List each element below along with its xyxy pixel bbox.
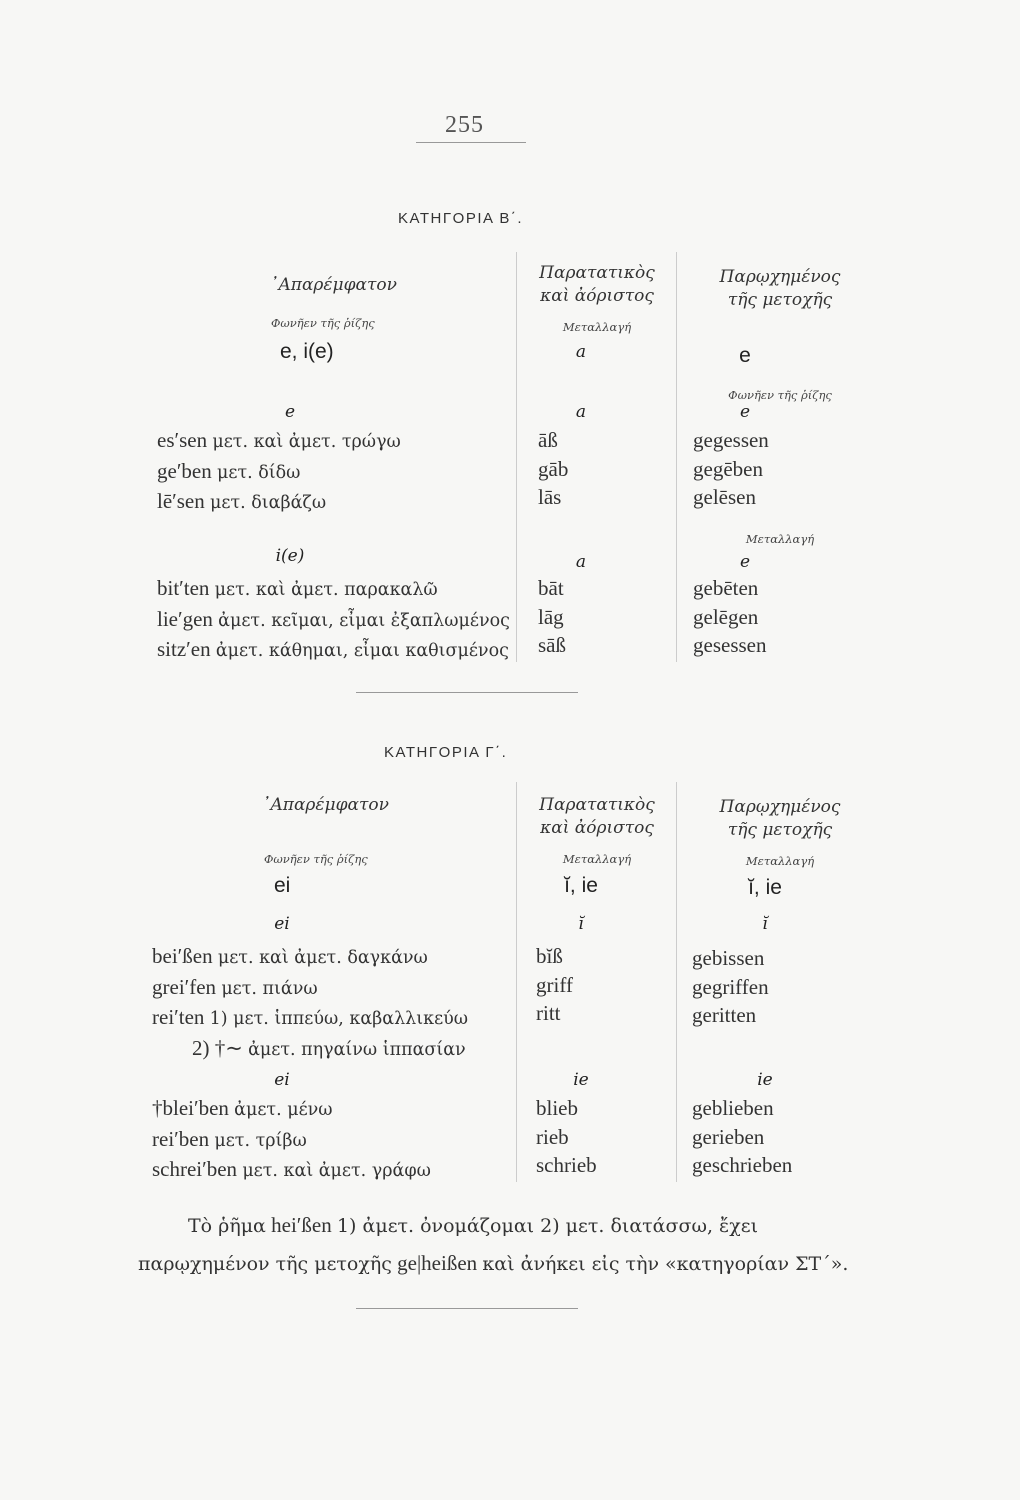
table-row: bei′ßen μετ. καὶ ἀμετ. δαγκάνω [152,944,428,968]
category-b-root-vowel-label: Φωνῆεν τῆς ῥίζης [271,316,375,330]
table-row: lie′gen ἀμετ. κεῖμαι, εἶμαι ἐξαπλωμένος [157,606,510,631]
category-c-divider-1 [516,782,517,1182]
table-row: †blei′ben ἀμετ. μένω [152,1096,333,1120]
category-b-header-infinitive: ᾿Απαρέμφατον [270,275,397,295]
bottom-separator [356,1308,578,1309]
category-c-change-label: Μεταλλαγή [562,852,632,866]
category-b-participle-root-vowel-label: Φωνῆεν τῆς ῥίζης [728,388,832,402]
table-row: 2) †∼ ἀμετ. πηγαίνω ἱππασίαν [192,1035,466,1060]
category-b-change-label: Μεταλλαγή [562,320,632,334]
category-c-group-2-participle-vowel: ie [757,1070,773,1090]
category-c-header-preterite: Παρατατικὸς καὶ ἀόριστος [539,795,655,838]
category-b-group-2-participle-vowel: e [739,552,751,572]
category-b-participle-list-1: gegessen gegēben gelēsen [693,428,769,509]
category-b-group-1-preterite-vowel: a [575,402,587,422]
category-b-group-1-participle-vowel: e [739,402,751,422]
category-c-group-1-vowel: ei [274,914,290,934]
table-row: rei′ten 1) μετ. ἱππεύω, καβαλλικεύω [152,1005,469,1029]
category-b-header-preterite: Παρατατικὸς καὶ ἀόριστος [539,263,655,306]
category-c-header-participle: Παρῳχημένος τῆς μετοχῆς [719,797,841,840]
category-c-verb-list-2 [152,1094,431,1186]
category-c-divider-2 [676,782,677,1182]
category-c-preterite-vowel: ĭ, ie [564,874,598,897]
note-line-2: παρῳχημένον τῆς μετοχῆς ge|heißen καὶ ἀνήκει εἰς τὴν «κατηγορίαν ΣΤ΄». [138,1251,849,1275]
category-c-title: ΚΑΤΗΓΟΡΙΑ Γ΄. [384,744,508,761]
category-b-verb-list-2 [157,574,510,666]
page-number: 255 [445,112,484,138]
section-separator [356,692,578,693]
category-b-preterite-vowel: a [575,342,587,362]
category-b-group-2-preterite-vowel: a [575,552,587,572]
table-row: sitz′en ἀμετ. κάθημαι, εἶμαι καθισμένος [157,637,509,661]
table-row: schrei′ben μετ. καὶ ἀμετ. γράφω [152,1157,431,1181]
table-row: grei′fen μετ. πιάνω [152,974,318,999]
category-c-group-1-participle-vowel: ĭ [762,914,768,934]
category-c-group-2-preterite-vowel: ie [573,1070,589,1090]
table-row: lē′sen μετ. διαβάζω [157,489,327,513]
category-c-preterite-list-2: blieb rieb schrieb [536,1096,597,1177]
category-b-group-2-vowel: i(e) [275,546,305,566]
table-row: ge′ben μετ. δίδω [157,458,301,483]
category-b-header-participle: Παρῳχημένος τῆς μετοχῆς [719,267,841,310]
page-number-underline [416,142,526,143]
table-row: es′sen μετ. καὶ ἀμετ. τρώγω [157,428,401,452]
category-b-participle-list-2: gebēten gelēgen gesessen [693,576,767,657]
category-c-participle-vowel: ĭ, ie [748,876,782,899]
note-line-1: Τὸ ῥῆμα hei′ßen 1) ἀμετ. ὀνομάζομαι 2) μετ. διατάσσω, ἔχει [188,1213,759,1237]
category-c-header-infinitive: ᾿Απαρέμφατον [262,795,389,815]
category-c-preterite-list-1: bĭß griff ritt [536,944,573,1025]
category-b-preterite-list-1: āß gāb lās [538,428,569,509]
category-c-infinitive-vowel: ei [274,874,291,897]
category-b-verb-list-1 [157,426,401,518]
category-c-group-1-preterite-vowel: ĭ [578,914,584,934]
category-b-group-1-vowel: e [284,402,296,422]
category-c-participle-list-1: gebissen gegriffen geritten [692,946,769,1027]
category-c-participle-list-2: geblieben gerieben geschrieben [692,1096,793,1177]
category-c-participle-change-label: Μεταλλαγή [745,854,815,868]
category-c-root-vowel-label: Φωνῆεν τῆς ῥίζης [264,852,368,866]
category-b-divider-1 [516,252,517,662]
category-b-divider-2 [676,252,677,662]
table-row: bit′ten μετ. καὶ ἀμετ. παρακαλῶ [157,576,438,600]
category-b-participle-change-label: Μεταλλαγή [745,532,815,546]
category-b-participle-vowel: e [739,344,751,367]
category-b-preterite-list-2: bāt lāg sāß [538,576,566,657]
category-c-verb-list-1 [152,942,468,1064]
category-b-infinitive-vowel: e, i(e) [280,340,334,363]
category-c-group-2-vowel: ei [274,1070,290,1090]
category-b-title: ΚΑΤΗΓΟΡΙΑ Β΄. [398,210,524,227]
table-row: rei′ben μετ. τρίβω [152,1126,307,1151]
